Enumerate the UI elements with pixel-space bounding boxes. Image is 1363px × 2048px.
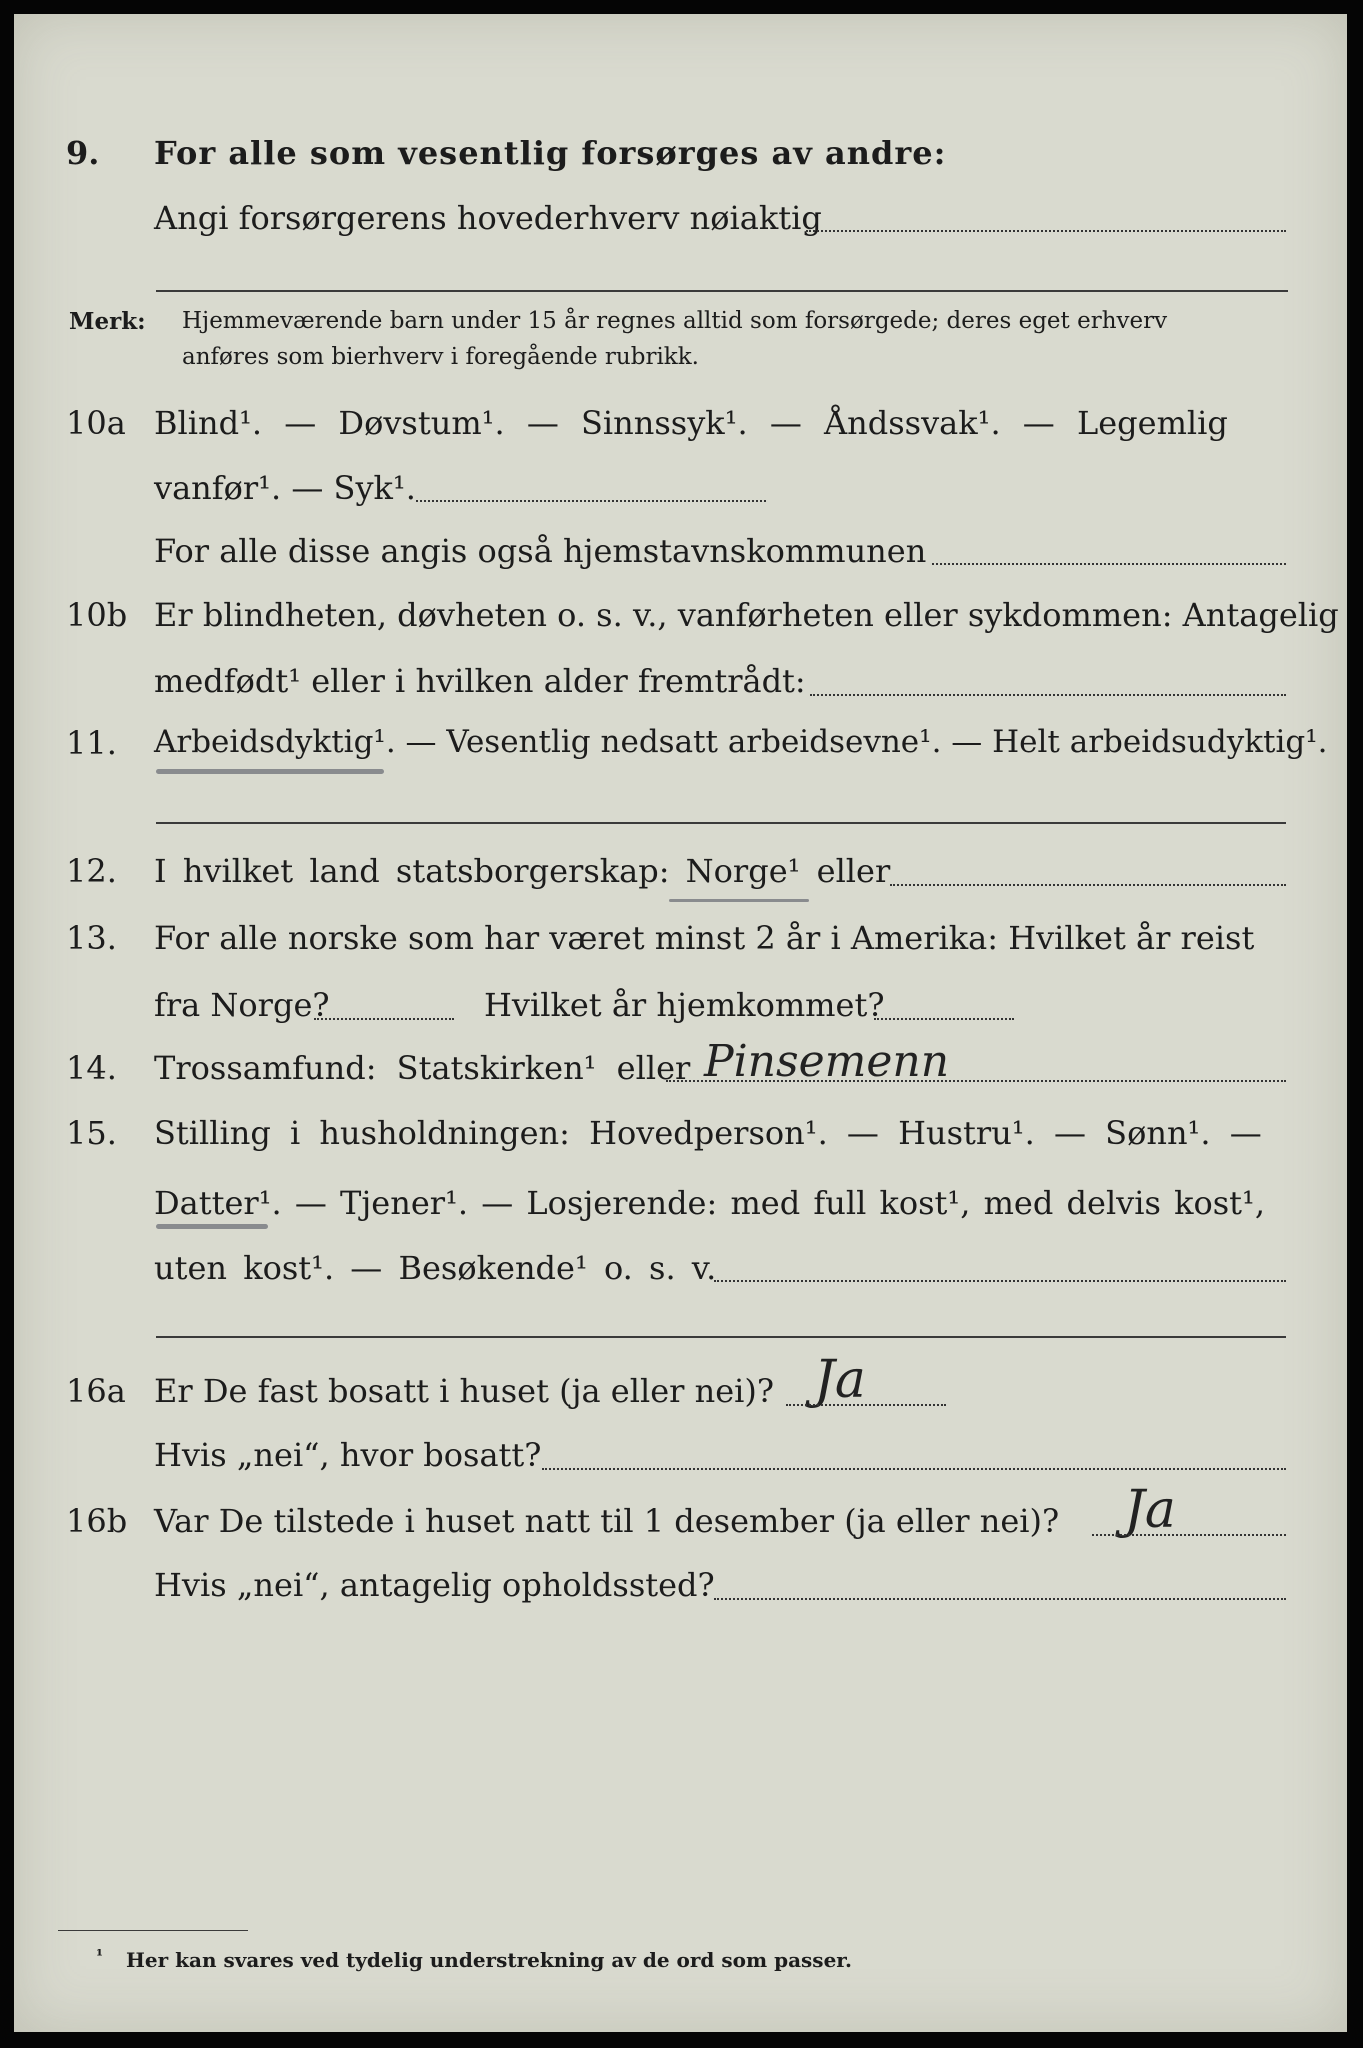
q11-hand-underline xyxy=(156,769,384,774)
q12-line1: I hvilket land statsborgerskap: Norge¹ eller xyxy=(154,852,891,890)
q9-number: 9. xyxy=(66,134,100,172)
census-form-page xyxy=(14,14,1347,2032)
q16a-line1: Er De fast bosatt i huset (ja eller nei)? xyxy=(154,1372,775,1410)
q11-line1: Arbeidsdyktig¹. — Vesentlig nedsatt arbeidsevne¹. — Helt arbeidsudyktig¹. xyxy=(154,724,1328,760)
q9-answer-line[interactable] xyxy=(806,230,1286,232)
q13-line1: For alle norske som har været minst 2 år i Amerika: Hvilket år reist xyxy=(154,919,1255,957)
q10b-line2: medfødt¹ eller i hvilken alder fremtrådt: xyxy=(154,662,806,700)
q9-answer-line-2[interactable] xyxy=(156,290,1288,292)
merk-label: Merk: xyxy=(69,308,146,335)
q10b-answer-line[interactable] xyxy=(810,694,1286,696)
q10a-hjemstavn-line[interactable] xyxy=(932,563,1286,565)
q15-answer-line[interactable] xyxy=(714,1280,1286,1282)
q10a-number: 10a xyxy=(66,404,126,442)
q10a-line2: vanfør¹. — Syk¹. xyxy=(154,469,416,507)
q16a-bosatt-line[interactable] xyxy=(542,1468,1286,1470)
q12-hand-underline xyxy=(669,899,809,902)
q16b-number: 16b xyxy=(66,1502,128,1540)
q14-line1: Trossamfund: Statskirken¹ eller xyxy=(154,1049,691,1087)
q14-answer-line[interactable] xyxy=(666,1080,1286,1082)
q16a-answer-line[interactable] xyxy=(786,1404,946,1406)
q15-hand-underline xyxy=(156,1224,268,1229)
q11-answer-line[interactable] xyxy=(156,822,1286,824)
q15-line3: uten kost¹. — Besøkende¹ o. s. v. xyxy=(154,1249,717,1287)
q16b-line2: Hvis „nei“, antagelig opholdssted? xyxy=(154,1566,715,1604)
q12-number: 12. xyxy=(66,852,117,890)
q13-line2a: fra Norge? xyxy=(154,986,330,1024)
footnote-text: Her kan svares ved tydelig understrekning av de ord som passer. xyxy=(126,1948,852,1972)
q13-line2b: Hvilket år hjemkommet? xyxy=(484,986,885,1024)
q13-hjemkommet-line[interactable] xyxy=(874,1018,1014,1020)
q14-number: 14. xyxy=(66,1049,117,1087)
q13-reist-line[interactable] xyxy=(314,1018,454,1020)
merk-line2: anføres som bierhverv i foregående rubrikk. xyxy=(182,344,699,370)
q14-handwritten-answer: Pinsemenn xyxy=(704,1036,950,1087)
q16b-line1: Var De tilstede i huset natt til 1 desember (ja eller nei)? xyxy=(154,1502,1060,1540)
q9-line2: Angi forsørgerens hovederhverv nøiaktig xyxy=(154,199,822,237)
footnote-rule xyxy=(58,1930,248,1931)
q10a-line1: Blind¹. — Døvstum¹. — Sinnssyk¹. — Åndssvak¹. — Legemlig xyxy=(154,404,1228,442)
q16b-opholdssted-line[interactable] xyxy=(714,1598,1286,1600)
q15-line1: Stilling i husholdningen: Hovedperson¹. — Hustru¹. — Sønn¹. — xyxy=(154,1114,1262,1152)
q11-number: 11. xyxy=(66,724,117,762)
q10b-number: 10b xyxy=(66,596,128,634)
q13-number: 13. xyxy=(66,919,117,957)
q9-line1: For alle som vesentlig forsørges av andre: xyxy=(154,134,947,172)
q16b-answer-line[interactable] xyxy=(1092,1534,1286,1536)
q15-number: 15. xyxy=(66,1114,117,1152)
q15-answer-line-2[interactable] xyxy=(156,1336,1286,1338)
q16a-number: 16a xyxy=(66,1372,126,1410)
merk-line1: Hjemmeværende barn under 15 år regnes alltid som forsørgede; deres eget erhverv xyxy=(182,308,1168,334)
footnote-mark: ¹ xyxy=(96,1946,104,1965)
q16b-handwritten-answer: Ja xyxy=(1124,1480,1176,1540)
q12-answer-line[interactable] xyxy=(890,884,1286,886)
q15-line2: Datter¹. — Tjener¹. — Losjerende: med full kost¹, med delvis kost¹, xyxy=(154,1184,1266,1222)
q16a-handwritten-answer: Ja xyxy=(814,1350,866,1410)
q10a-line3: For alle disse angis også hjemstavnskommunen xyxy=(154,532,927,570)
q10a-answer-line[interactable] xyxy=(416,500,766,502)
q10b-line1: Er blindheten, døvheten o. s. v., vanførheten eller sykdommen: Antagelig xyxy=(154,596,1339,634)
q16a-line2: Hvis „nei“, hvor bosatt? xyxy=(154,1436,542,1474)
